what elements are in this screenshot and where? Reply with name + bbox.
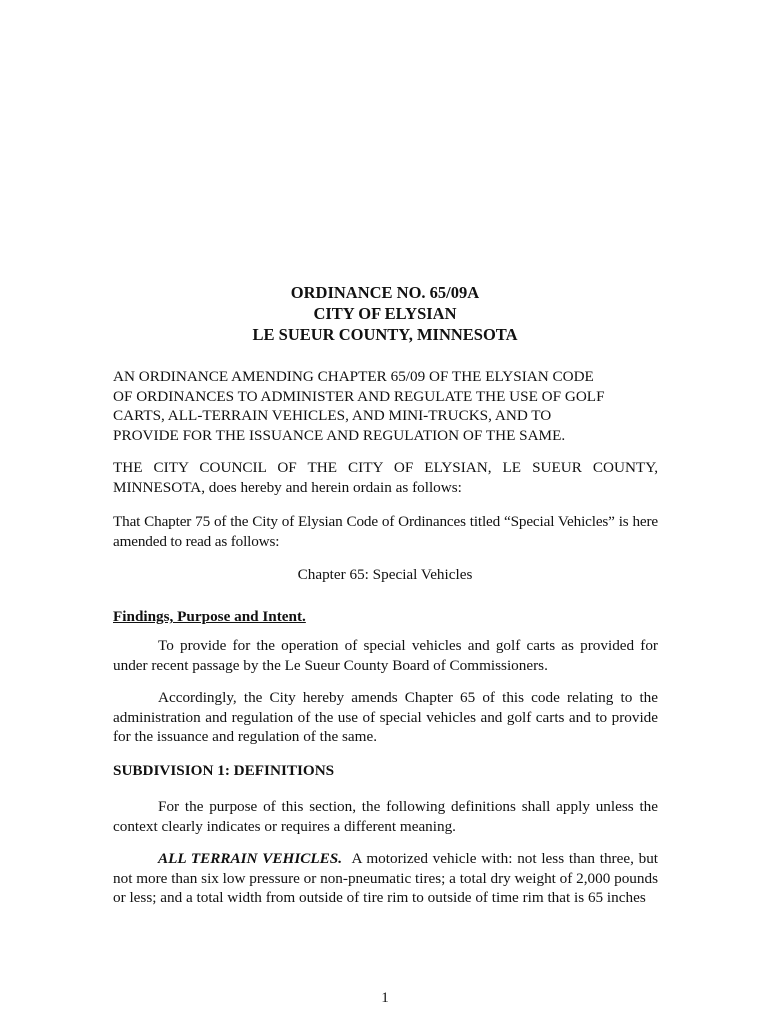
definitions-intro: For the purpose of this section, the following definitions shall apply unless the context clearly indicates or requires a different meaning. [113, 798, 658, 835]
findings-heading-wrap [113, 607, 658, 627]
preamble-line: AN ORDINANCE AMENDING CHAPTER 65/09 OF THE ELYSIAN CODE [113, 368, 594, 385]
ordinance-header [0, 282, 770, 345]
preamble-line: OF ORDINANCES TO ADMINISTER AND REGULATE THE USE OF GOLF [113, 387, 605, 405]
atv-definition [113, 849, 658, 908]
amendment-statement: That Chapter 75 of the City of Elysian Code of Ordinances titled “Special Vehicles” is here amended to read as follows: [113, 513, 658, 550]
ordinance-preamble [113, 367, 658, 445]
findings-heading: Findings, Purpose and Intent. [113, 608, 306, 625]
page-number: 1 [381, 990, 389, 1006]
preamble-line: PROVIDE FOR THE ISSUANCE AND REGULATION OF THE SAME. [113, 426, 566, 444]
subdivision-heading-wrap [113, 761, 658, 781]
county-state: LE SUEUR COUNTY, MINNESOTA [252, 325, 518, 344]
preamble-line: CARTS, ALL-TERRAIN VEHICLES, AND MINI-TRUCKS, AND TO [113, 407, 552, 425]
atv-definition-text: A motorized vehicle with: not less than three, but not more than six low pressure or non-pneumatic tires; a total dry weight of 2,000 pounds or less; and a total width from outside of tire rim to outside of time rim that is 65 inches [113, 850, 659, 907]
city-name: CITY OF ELYSIAN [313, 304, 457, 323]
chapter-title: Chapter 65: Special Vehicles [297, 566, 473, 583]
subdivision-heading: SUBDIVISION 1: DEFINITIONS [113, 762, 335, 779]
council-statement: THE CITY COUNCIL OF THE CITY OF ELYSIAN, LE SUEUR COUNTY, MINNESOTA, does hereby and herein ordain as follows: [113, 459, 658, 496]
findings-paragraph: To provide for the operation of special vehicles and golf carts as provided for under recent passage by the Le Sueur County Board of Commissioners. [113, 637, 658, 674]
ordinance-number: ORDINANCE NO. 65/09A [290, 283, 480, 302]
atv-term: ALL TERRAIN VEHICLES. [158, 850, 343, 867]
findings-paragraph: Accordingly, the City hereby amends Chapter 65 of this code relating to the administration and regulation of the use of special vehicles and golf carts and to provide for the issuance and regulation of the same. [113, 689, 658, 746]
